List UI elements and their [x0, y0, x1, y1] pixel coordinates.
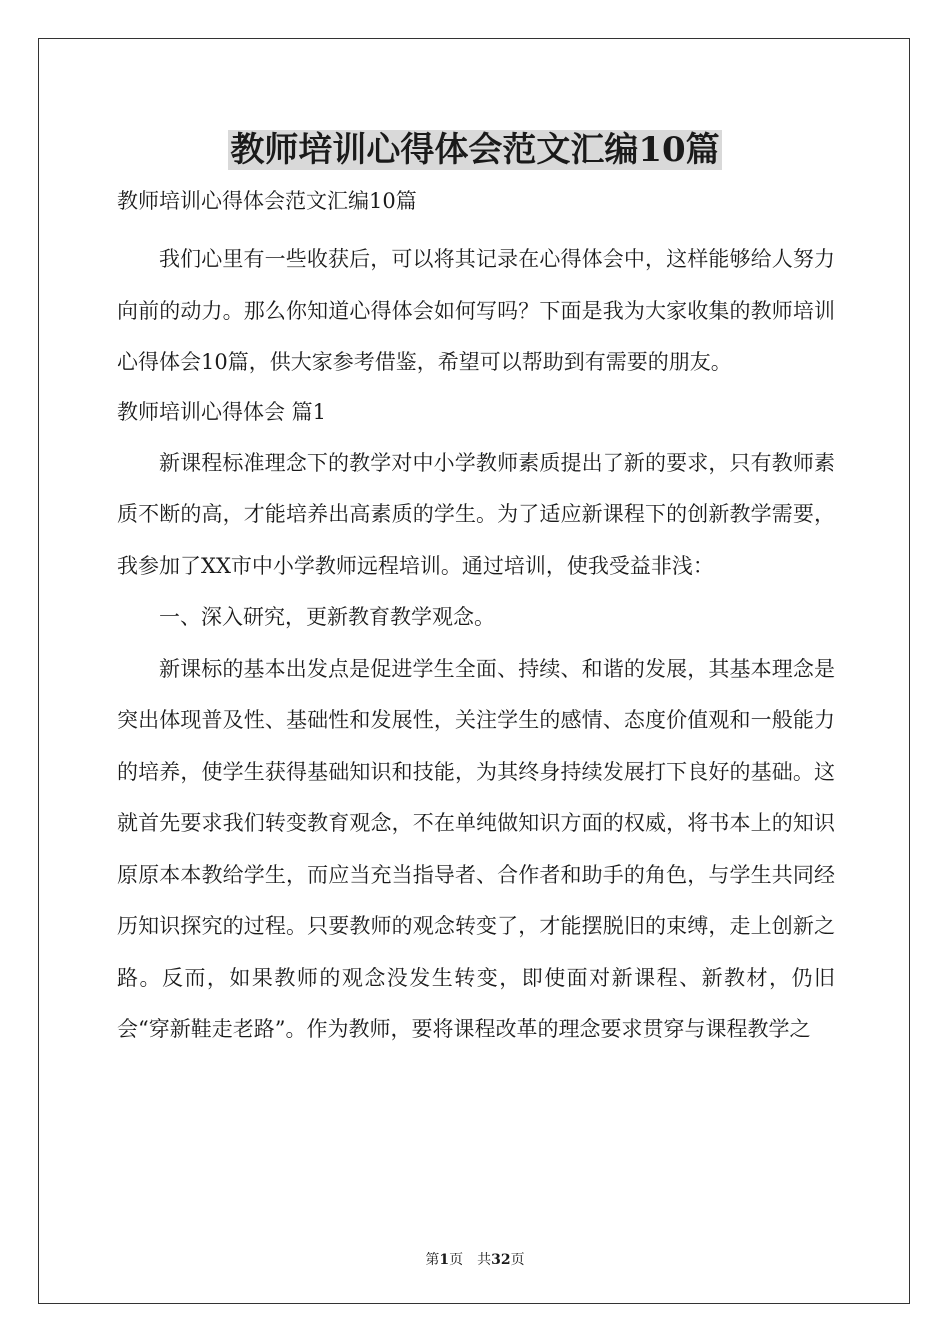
total-suffix: 页 — [510, 1252, 525, 1268]
point-heading: 一、深入研究，更新教育教学观念。 — [159, 605, 495, 629]
page-number: 1 — [439, 1252, 450, 1268]
page-suffix: 页 — [449, 1252, 464, 1268]
total-pages: 32 — [491, 1252, 511, 1268]
document-title-text: 教师培训心得体会范文汇编10篇 — [230, 130, 720, 170]
document-body — [117, 181, 835, 1056]
body-paragraph: 新课程标准理念下的教学对中小学教师素质提出了新的要求，只有教师素质不断的高，才能培养出高素质的学生。为了适应新课程下的创新教学需要，我参加了XX市中小学教师远程培训。通过培训，使我受益非浅： — [117, 450, 835, 578]
page-prefix: 第 — [425, 1252, 440, 1268]
intro-paragraph: 我们心里有一些收获后，可以将其记录在心得体会中，这样能够给人努力向前的动力。那么你知道心得体会如何写吗？下面是我为大家收集的教师培训心得体会10篇，供大家参考借鉴，希望可以帮助到有需要的朋友。 — [117, 247, 835, 374]
document-title — [0, 126, 950, 174]
section-heading: 教师培训心得体会 篇1 — [117, 399, 327, 424]
total-prefix: 共 — [477, 1252, 492, 1268]
page-footer — [0, 1249, 950, 1269]
document-subtitle: 教师培训心得体会范文汇编10篇 — [117, 189, 417, 213]
body-paragraph: 新课标的基本出发点是促进学生全面、持续、和谐的发展，其基本理念是突出体现普及性、基础性和发展性，关注学生的感情、态度价值观和一般能力的培养，使学生获得基础知识和技能，为其终身持续发展打下良好的基础。这就首先要求我们转变教育观念，不在单纯做知识方面的权威，将书本上的知识原原本本教给学生，而应当充当指导者、合作者和助手的角色，与学生共同经历知识探究的过程。只要教师的观念转变了，才能摆脱旧的束缚，走上创新之路。反而，如果教师的观念没发生转变，即使面对新课程、新教材，仍旧会“穿新鞋走老路”。作为教师，要将课程改革的理念要求贯穿与课程教学之 — [117, 656, 835, 1041]
